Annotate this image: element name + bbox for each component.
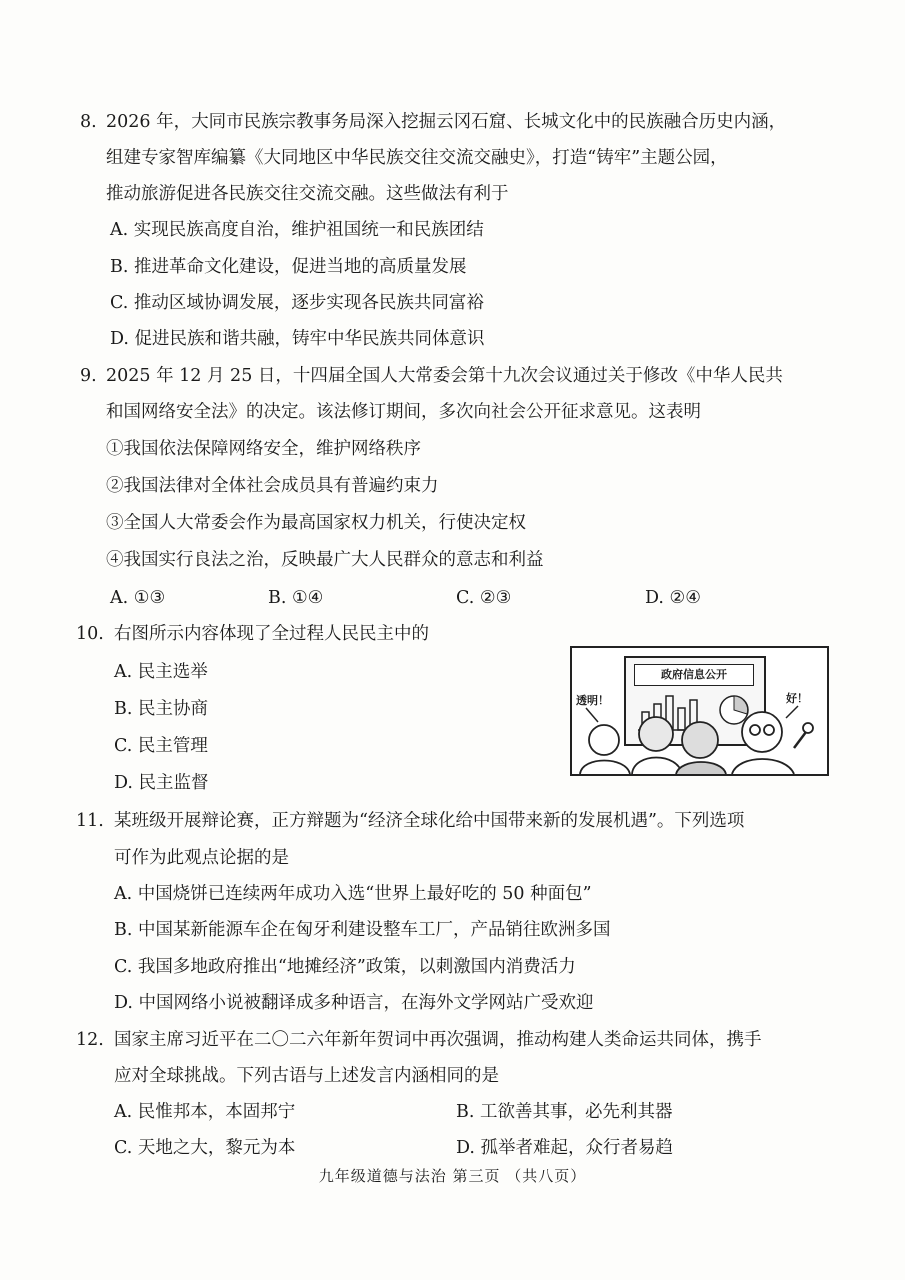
q8-stem-line-3: 推动旅游促进各民族交往交流交融。这些做法有利于 xyxy=(106,184,509,204)
q10-option-a[interactable]: A. 民主选举 xyxy=(114,662,208,682)
q8-stem-line-2: 组建专家智库编纂《大同地区中华民族交往交流交融史》，打造“铸牢”主题公园， xyxy=(106,148,728,168)
q11-option-d[interactable]: D. 中国网络小说被翻译成多种语言，在海外文学网站广受欢迎 xyxy=(114,993,594,1013)
q12-option-d[interactable]: D. 孤举者难起，众行者易趋 xyxy=(456,1138,674,1158)
q10-number: 10. xyxy=(76,624,104,644)
q9-option-d[interactable]: D. ②④ xyxy=(645,588,701,608)
q10-option-b[interactable]: B. 民主协商 xyxy=(114,699,208,719)
q12-stem-line-1: 国家主席习近平在二〇二六年新年贺词中再次强调，推动构建人类命运共同体，携手 xyxy=(114,1030,762,1050)
q9-statement-1: ①我国依法保障网络安全，维护网络秩序 xyxy=(106,439,421,459)
q9-stem-line-1: 2025 年 12 月 25 日，十四届全国人大常委会第十九次会议通过关于修改《中华人民共 xyxy=(106,366,783,386)
q12-option-c[interactable]: C. 天地之大，黎元为本 xyxy=(114,1138,296,1158)
q10-option-d[interactable]: D. 民主监督 xyxy=(114,773,209,793)
q10-option-c[interactable]: C. 民主管理 xyxy=(114,736,208,756)
q10-figure xyxy=(570,646,829,776)
q11-number: 11. xyxy=(76,811,104,831)
page-footer: 九年级道德与法治 第三页 （共八页） xyxy=(318,1167,587,1185)
screen-title: 政府信息公开 xyxy=(634,664,754,686)
q8-stem-line-1: 2026 年，大同市民族宗教事务局深入挖掘云冈石窟、长城文化中的民族融合历史内涵， xyxy=(106,112,787,132)
q11-option-c[interactable]: C. 我国多地政府推出“地摊经济”政策，以刺激国内消费活力 xyxy=(114,957,576,977)
q8-option-a[interactable]: A. 实现民族高度自治，维护祖国统一和民族团结 xyxy=(110,220,484,240)
right-speech-bubble: 好！ xyxy=(786,692,808,705)
q10-stem: 右图所示内容体现了全过程人民民主中的 xyxy=(114,624,429,644)
q11-option-b[interactable]: B. 中国某新能源车企在匈牙利建设整车工厂，产品销往欧洲多国 xyxy=(114,920,611,940)
q8-option-c[interactable]: C. 推动区域协调发展，逐步实现各民族共同富裕 xyxy=(110,293,484,313)
q12-number: 12. xyxy=(76,1030,104,1050)
q9-option-c[interactable]: C. ②③ xyxy=(456,588,512,608)
q9-statement-3: ③全国人大常委会作为最高国家权力机关，行使决定权 xyxy=(106,513,526,533)
q9-statement-2: ②我国法律对全体社会成员具有普遍约束力 xyxy=(106,476,439,496)
q9-statement-4: ④我国实行良法之治，反映最广大人民群众的意志和利益 xyxy=(106,550,544,570)
q9-option-b[interactable]: B. ①④ xyxy=(268,588,324,608)
q12-option-b[interactable]: B. 工欲善其事，必先利其器 xyxy=(456,1102,673,1122)
q8-option-b[interactable]: B. 推进革命文化建设，促进当地的高质量发展 xyxy=(110,257,467,277)
left-speech-bubble: 透明！ xyxy=(576,694,609,707)
q11-option-a[interactable]: A. 中国烧饼已连续两年成功入选“世界上最好吃的 50 种面包” xyxy=(114,884,592,904)
q8-number: 8. xyxy=(80,112,97,132)
q9-option-a[interactable]: A. ①③ xyxy=(110,588,166,608)
q11-stem-line-1: 某班级开展辩论赛，正方辩题为“经济全球化给中国带来新的发展机遇”。下列选项 xyxy=(114,811,745,831)
q8-option-d[interactable]: D. 促进民族和谐共融，铸牢中华民族共同体意识 xyxy=(110,329,485,349)
people-illustration xyxy=(572,648,827,774)
q9-stem-line-2: 和国网络安全法》的决定。该法修订期间，多次向社会公开征求意见。这表明 xyxy=(106,402,701,422)
q12-stem-line-2: 应对全球挑战。下列古语与上述发言内涵相同的是 xyxy=(114,1066,499,1086)
q12-option-a[interactable]: A. 民惟邦本，本固邦宁 xyxy=(114,1102,296,1122)
q9-number: 9. xyxy=(80,366,97,386)
q11-stem-line-2: 可作为此观点论据的是 xyxy=(114,848,289,868)
